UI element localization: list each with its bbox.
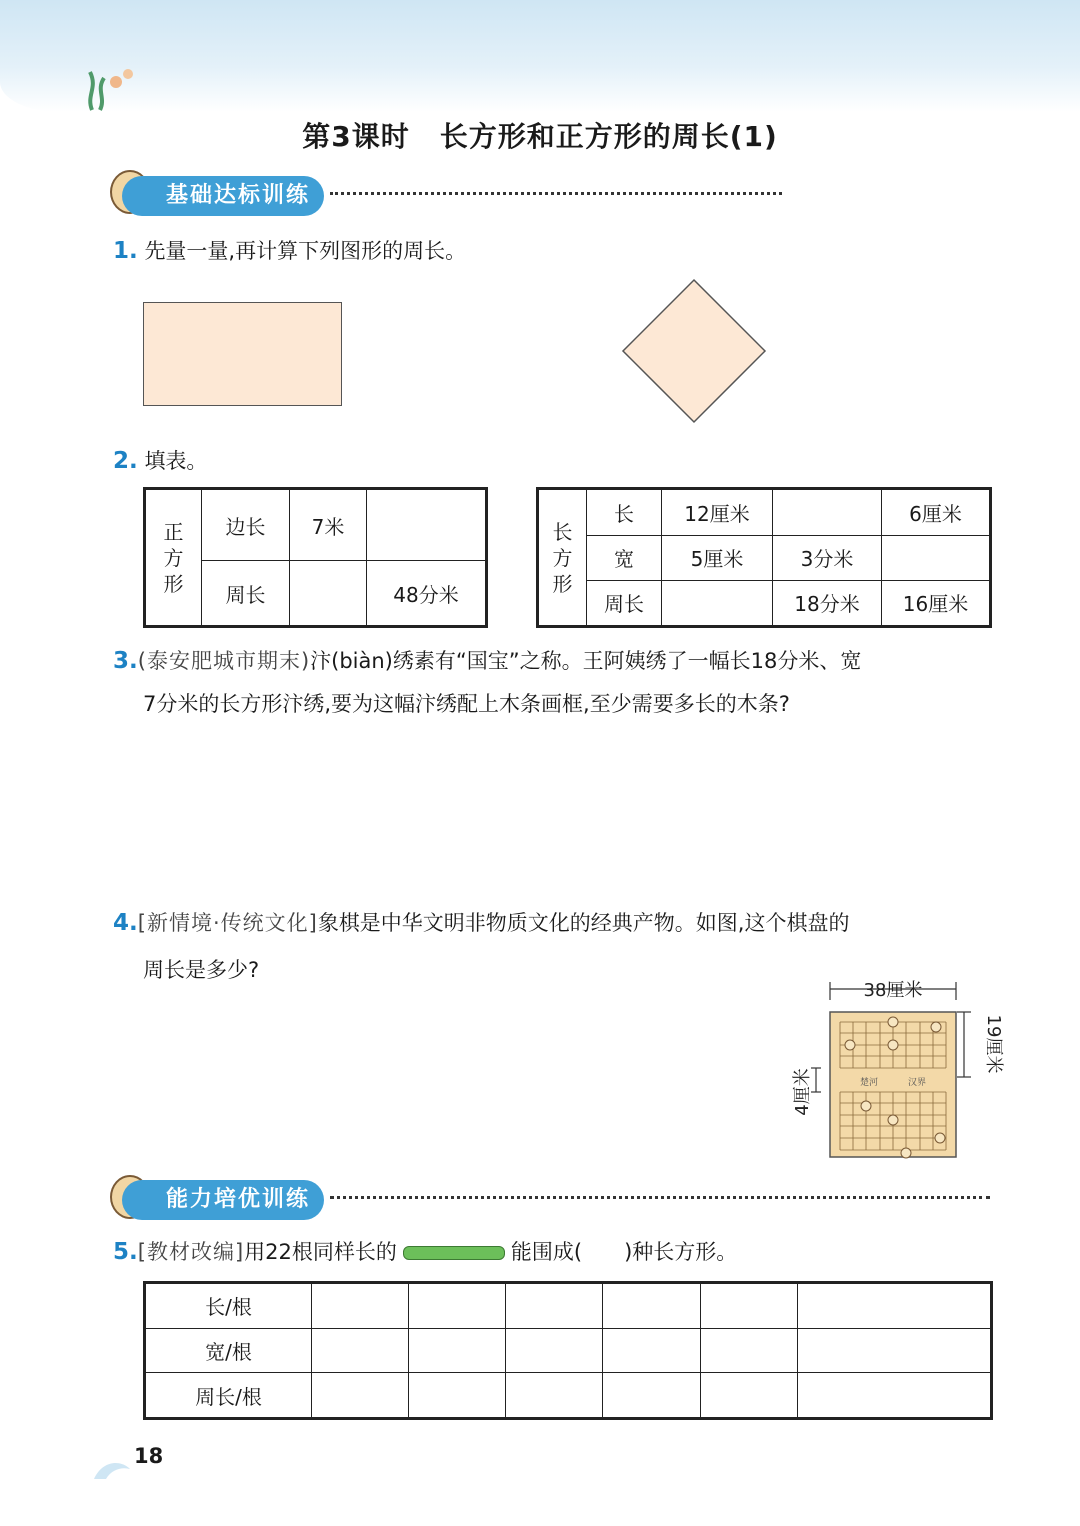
question-source-tag: [教材改编] <box>137 1240 245 1264</box>
perimeter-cell[interactable] <box>662 580 773 627</box>
stick-icon <box>403 1246 505 1260</box>
answer-cell[interactable] <box>506 1373 603 1419</box>
rectangle-figure <box>143 302 342 406</box>
question-5 <box>113 1237 993 1267</box>
row-label: 周长 <box>587 580 662 627</box>
question-text: 填表。 <box>144 449 208 473</box>
rectangle-table <box>536 487 992 628</box>
question-1 <box>113 236 466 266</box>
answer-cell[interactable] <box>506 1328 603 1372</box>
height-label: 19厘米 <box>983 1014 1004 1074</box>
question-number: 2. <box>113 448 138 474</box>
lesson-title: 长方形和正方形的周长(1) <box>439 120 778 153</box>
question-source-tag: (泰安肥城市期末) <box>137 649 311 673</box>
row-label: 长/根 <box>145 1283 312 1329</box>
width-cell[interactable] <box>882 535 991 580</box>
perimeter-cell[interactable]: 18分米 <box>773 580 882 627</box>
answer-cell[interactable] <box>409 1283 506 1329</box>
answer-cell[interactable] <box>312 1328 409 1372</box>
river-label-left: 楚河 <box>860 1078 879 1088</box>
question-number: 1. <box>113 238 138 264</box>
question-text-line1: 汴(biàn)绣素有“国宝”之称。王阿姨绣了一幅长18分米、宽 <box>310 649 862 673</box>
header-char: 形 <box>163 571 184 596</box>
square-rotated-figure <box>620 278 768 426</box>
perimeter-value-cell[interactable] <box>290 561 367 627</box>
dotted-divider <box>330 192 782 195</box>
gap-label: 4厘米 <box>792 1068 813 1116</box>
perimeter-value-cell[interactable]: 48分米 <box>367 561 487 627</box>
question-3 <box>113 646 993 676</box>
square-table <box>143 487 488 628</box>
width-label: 38厘米 <box>863 980 923 1001</box>
question-text-before: 用22根同样长的 <box>244 1240 397 1264</box>
row-label: 宽/根 <box>145 1328 312 1372</box>
side-value-cell[interactable] <box>367 489 487 561</box>
answer-cell[interactable] <box>312 1373 409 1419</box>
length-cell[interactable]: 12厘米 <box>662 489 773 536</box>
answer-cell[interactable] <box>409 1373 506 1419</box>
answer-cell[interactable] <box>409 1328 506 1372</box>
answer-cell[interactable] <box>797 1283 991 1329</box>
row-label: 长 <box>587 489 662 536</box>
river-label-right: 汉界 <box>908 1078 927 1088</box>
answer-cell[interactable] <box>797 1328 991 1372</box>
header-char: 方 <box>163 545 184 570</box>
question-text-after: 能围成( )种长方形。 <box>510 1240 738 1264</box>
question-2 <box>113 446 207 476</box>
header-char: 形 <box>552 571 573 596</box>
page-number: 18 <box>134 1444 164 1468</box>
question-source-tag: [新情境·传统文化] <box>137 911 318 935</box>
row-label: 周长/根 <box>145 1373 312 1419</box>
side-value-cell[interactable]: 7米 <box>290 489 367 561</box>
question-text-line1: 象棋是中华文明非物质文化的经典产物。如图,这个棋盘的 <box>317 911 850 935</box>
row-label: 周长 <box>202 561 290 627</box>
header-char: 长 <box>552 519 573 544</box>
dolphin-decoration-icon <box>92 1455 132 1485</box>
question-4 <box>113 908 993 938</box>
rect-header-cell <box>538 489 587 627</box>
square-header-cell <box>145 489 202 627</box>
answer-cell[interactable] <box>312 1283 409 1329</box>
length-cell[interactable]: 6厘米 <box>882 489 991 536</box>
stick-rectangle-table <box>143 1281 993 1420</box>
answer-cell[interactable] <box>797 1373 991 1419</box>
header-char: 正 <box>163 519 184 544</box>
answer-cell[interactable] <box>603 1283 700 1329</box>
page-title <box>0 115 1080 155</box>
header-background <box>0 0 1080 112</box>
chessboard-diagram <box>790 970 1004 1170</box>
question-text: 先量一量,再计算下列图形的周长。 <box>144 239 467 263</box>
section-banner-basic: 基础达标训练 <box>122 176 324 216</box>
dotted-divider <box>330 1196 990 1199</box>
section-banner-advanced: 能力培优训练 <box>122 1180 324 1220</box>
row-label: 宽 <box>587 535 662 580</box>
answer-cell[interactable] <box>700 1283 797 1329</box>
answer-cell[interactable] <box>603 1373 700 1419</box>
answer-cell[interactable] <box>506 1283 603 1329</box>
question-4-line2: 周长是多少? <box>143 958 260 982</box>
question-3-line2: 7分米的长方形汴绣,要为这幅汴绣配上木条画框,至少需要多长的木条? <box>143 692 790 716</box>
answer-cell[interactable] <box>700 1373 797 1419</box>
perimeter-cell[interactable]: 16厘米 <box>882 580 991 627</box>
question-number: 4. <box>113 910 138 936</box>
header-char: 方 <box>552 545 573 570</box>
width-cell[interactable]: 5厘米 <box>662 535 773 580</box>
row-label: 边长 <box>202 489 290 561</box>
question-number: 3. <box>113 648 138 674</box>
question-number: 5. <box>113 1239 138 1265</box>
length-cell[interactable] <box>773 489 882 536</box>
answer-cell[interactable] <box>700 1328 797 1372</box>
seaweed-decoration-icon <box>80 60 140 112</box>
lesson-number: 第3课时 <box>302 120 410 153</box>
answer-cell[interactable] <box>603 1328 700 1372</box>
width-cell[interactable]: 3分米 <box>773 535 882 580</box>
